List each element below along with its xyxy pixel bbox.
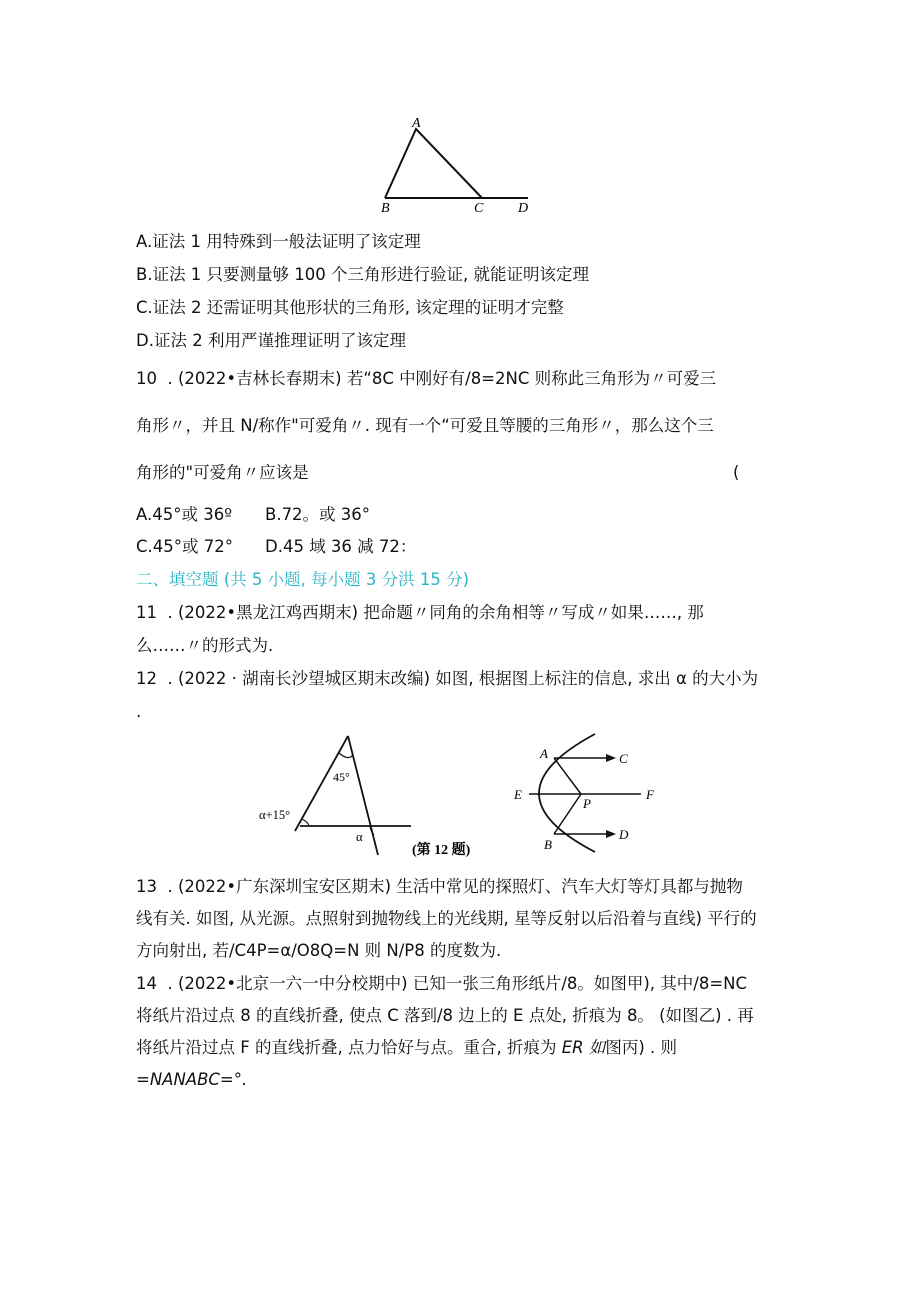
q12-line-2: . (136, 702, 142, 721)
triangle-figure (370, 110, 550, 220)
label-a: A (540, 746, 548, 761)
q13-line-3: 方向射出, 若/C4P=α/O8Q=N 则 N/P8 的度数为. (136, 941, 502, 960)
q14-line-1: 14 . (2022•北京一六一中分校期中) 已知一张三角形纸片/8。如图甲), 其中/8=NC (136, 974, 748, 993)
q11-line-1: 11 . (2022•黑龙江鸡西期末) 把命题〃同角的余角相等〃写成〃如果……, 那 (136, 603, 704, 622)
q13-line-2: 线有关. 如图, 从光源。点照射到抛物线上的光线期, 星等反射以后沿着与直线) 平行的 (136, 909, 757, 928)
q9-option-d: D.证法 2 利用严谨推理证明了该定理 (136, 331, 406, 350)
triangle-side-ba (385, 129, 482, 198)
q10-line-1: 10 . (2022•吉林长春期末) 若“8C 中刚好有/8=2NC 则称此三角形为〃可爱三 (136, 369, 717, 388)
label-e: E (514, 787, 522, 802)
q12-line-1: 12 . (2022 · 湖南长沙望城区期末改编) 如图, 根据图上标注的信息, 求出 α 的大小为 (136, 669, 759, 688)
label-b: B (381, 201, 390, 216)
q10-option-d: D.45 域 36 减 72： (265, 537, 417, 556)
q14-line-3 (136, 1037, 677, 1059)
answer-paren: ( (733, 463, 740, 482)
q14-line-4: =NANABC=°. (136, 1070, 248, 1089)
q10-line-2: 角形〃，并且 N/称作"可爱角〃. 现有一个“可爱且等腰的三角形〃，那么这个三 (136, 416, 714, 435)
q10-option-a: A.45°或 36º (136, 505, 233, 524)
q9-option-b: B.证法 1 只要测量够 100 个三角形进行验证, 就能证明该定理 (136, 265, 590, 284)
label-a: A (412, 116, 421, 131)
angle-label-45: 45° (333, 770, 350, 784)
q10-line-3: 角形的"可爱角〃应该是 (136, 463, 309, 482)
label-d: D (619, 827, 629, 842)
label-p: P (583, 796, 591, 811)
angle-arc-left (302, 819, 309, 826)
label-c: C (474, 201, 484, 216)
q9-option-c: C.证法 2 还需证明其他形状的三角形, 该定理的证明才完整 (136, 298, 564, 317)
q14-line-3-part-1: 将纸片沿过点 F 的直线折叠, 点力恰好与点。重合, 折痕为 (136, 1038, 562, 1057)
q14-line-3-italic: ER 如 (561, 1038, 606, 1057)
section-heading: 二、填空题 (共 5 小题, 每小题 3 分洪 15 分) (136, 570, 470, 589)
q10-option-b: B.72。或 36° (265, 505, 371, 524)
q9-option-a: A.证法 1 用特殊到一般法证明了该定理 (136, 232, 421, 251)
triangle-right-side (348, 736, 378, 855)
ray-bp (554, 794, 581, 834)
label-b: B (544, 837, 552, 852)
angle-arc-top (339, 753, 353, 758)
parabola-figure (505, 728, 675, 853)
ray-ap (554, 758, 581, 794)
angle-figure (255, 728, 500, 863)
arrow-d-icon (606, 830, 616, 838)
angle-label-alpha: α (356, 830, 363, 844)
label-c: C (619, 751, 628, 766)
q10-option-c: C.45°或 72° (136, 537, 234, 556)
angle-label-alpha-plus-15: α+15° (259, 808, 291, 822)
q11-line-2: 么……〃的形式为. (136, 636, 274, 655)
q14-line-3-part-2: 图丙) . 则 (605, 1038, 678, 1057)
label-d: D (518, 201, 529, 216)
q14-line-2: 将纸片沿过点 8 的直线折叠, 使点 C 落到/8 边上的 E 点处, 折痕为 8。 (如图乙) . 再 (136, 1006, 754, 1025)
label-f: F (646, 787, 654, 802)
q13-line-1: 13 . (2022•广东深圳宝安区期末) 生活中常见的探照灯、汽车大灯等灯具都与抛物 (136, 877, 743, 896)
figure-caption: (第 12 题) (412, 843, 471, 858)
arrow-c-icon (606, 754, 616, 762)
